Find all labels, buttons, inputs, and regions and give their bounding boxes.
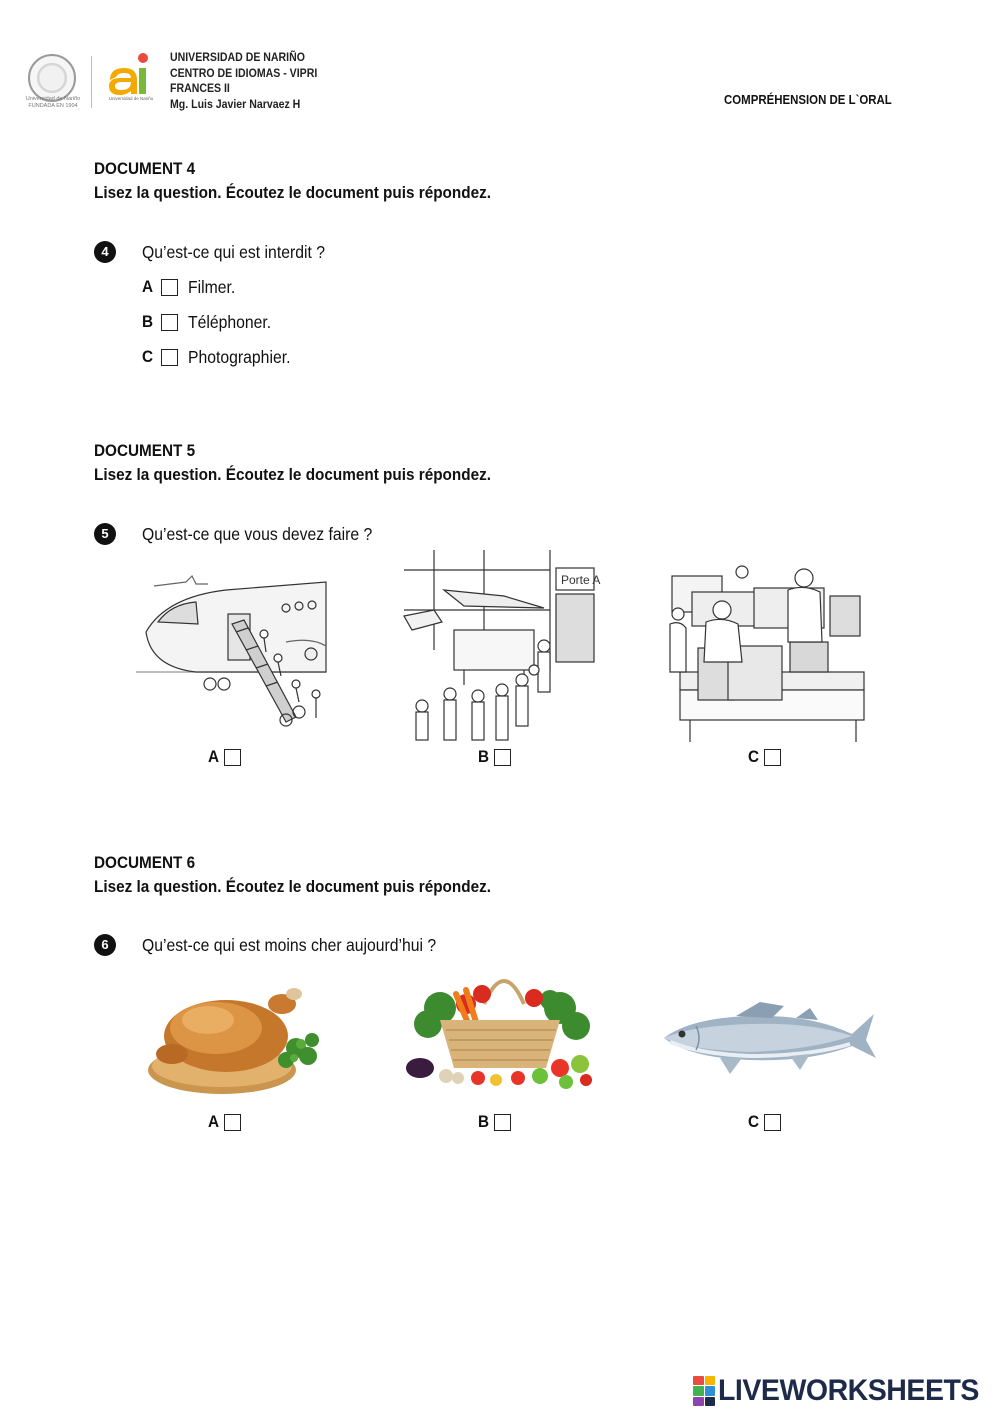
- seal-caption: [20, 96, 86, 110]
- option-a[interactable]: [208, 1111, 241, 1133]
- question-text: Qu’est-ce que vous devez faire ?: [142, 524, 373, 544]
- liveworksheets-logo: [693, 1374, 993, 1408]
- icon-block: [705, 1376, 716, 1385]
- logo-text: LIVEWORKSHEETS: [718, 1374, 979, 1407]
- option-text: Filmer.: [188, 276, 236, 297]
- option-letter: B: [142, 312, 154, 331]
- option-letter: C: [142, 347, 154, 366]
- seal-caption-name: Universidad de Nariño: [25, 96, 81, 102]
- header-line: FRANCES II: [170, 81, 230, 95]
- checkbox-c[interactable]: [764, 749, 781, 766]
- document-4-heading: [94, 157, 491, 205]
- option-text: Photographier.: [188, 346, 291, 367]
- option-c[interactable]: [142, 346, 302, 368]
- option-letter: A: [208, 1112, 220, 1131]
- ai-caption: Universidad de Nariño: [108, 96, 154, 101]
- fish-photo: [660, 996, 880, 1082]
- checkbox-b[interactable]: [494, 1114, 511, 1131]
- checkbox-b[interactable]: [494, 749, 511, 766]
- document-5-heading: [94, 439, 491, 487]
- question-text: Qu’est-ce qui est moins cher aujourd’hui ?: [142, 935, 437, 955]
- icon-block: [705, 1386, 716, 1395]
- seal-caption-founded: FUNDADA EN 1904: [28, 103, 78, 109]
- section-title: COMPRÉHENSION DE L`ORAL: [724, 92, 892, 107]
- document-title: DOCUMENT 4: [94, 159, 196, 178]
- header-divider: [91, 56, 92, 108]
- option-c[interactable]: [748, 1111, 781, 1133]
- gate-queue-illustration: [404, 550, 601, 742]
- icon-block: [693, 1397, 704, 1406]
- header-line: Mg. Luis Javier Narvaez H: [170, 96, 301, 111]
- header-line: CENTRO DE IDIOMAS - VIPRI: [170, 65, 318, 80]
- header-line: UNIVERSIDAD DE NARIÑO: [170, 50, 305, 64]
- vegetable-basket-photo: [400, 964, 600, 1094]
- header-info: [170, 50, 317, 112]
- option-letter: C: [748, 747, 760, 766]
- gate-sign: Porte A: [561, 573, 601, 587]
- option-text: Téléphoner.: [188, 311, 272, 332]
- instruction: Lisez la question. Écoutez le document puis répondez.: [94, 465, 492, 484]
- option-b[interactable]: [142, 311, 280, 333]
- ai-logo: [104, 50, 160, 110]
- option-b[interactable]: [478, 1111, 511, 1133]
- liveworksheets-icon: [693, 1376, 715, 1406]
- instruction: Lisez la question. Écoutez le document puis répondez.: [94, 877, 492, 896]
- option-letter: C: [748, 1112, 760, 1131]
- document-title: DOCUMENT 6: [94, 853, 196, 872]
- checkbox-b[interactable]: [161, 314, 178, 331]
- option-c[interactable]: [748, 746, 781, 768]
- document-title: DOCUMENT 5: [94, 441, 196, 460]
- roast-chicken-photo: [136, 974, 326, 1098]
- question-number-badge: 4: [94, 241, 116, 263]
- icon-block: [693, 1386, 704, 1395]
- checkbox-a[interactable]: [224, 1114, 241, 1131]
- checkbox-a[interactable]: [224, 749, 241, 766]
- checkbox-c[interactable]: [764, 1114, 781, 1131]
- question-text: Qu’est-ce qui est interdit ?: [142, 242, 325, 262]
- option-letter: A: [142, 277, 154, 296]
- option-a[interactable]: [208, 746, 241, 768]
- checkbox-a[interactable]: [161, 279, 178, 296]
- option-letter: B: [478, 747, 490, 766]
- university-seal: [28, 54, 76, 102]
- option-a[interactable]: [142, 276, 241, 298]
- question-number-badge: 5: [94, 523, 116, 545]
- luggage-check-in-illustration: [670, 552, 864, 742]
- option-b[interactable]: [478, 746, 511, 768]
- checkbox-c[interactable]: [161, 349, 178, 366]
- icon-block: [705, 1397, 716, 1406]
- document-6-heading: [94, 851, 491, 899]
- option-letter: A: [208, 747, 220, 766]
- instruction: Lisez la question. Écoutez le document puis répondez.: [94, 183, 492, 202]
- icon-block: [693, 1376, 704, 1385]
- question-number-badge: 6: [94, 934, 116, 956]
- option-letter: B: [478, 1112, 490, 1131]
- boarding-plane-illustration: [136, 572, 326, 742]
